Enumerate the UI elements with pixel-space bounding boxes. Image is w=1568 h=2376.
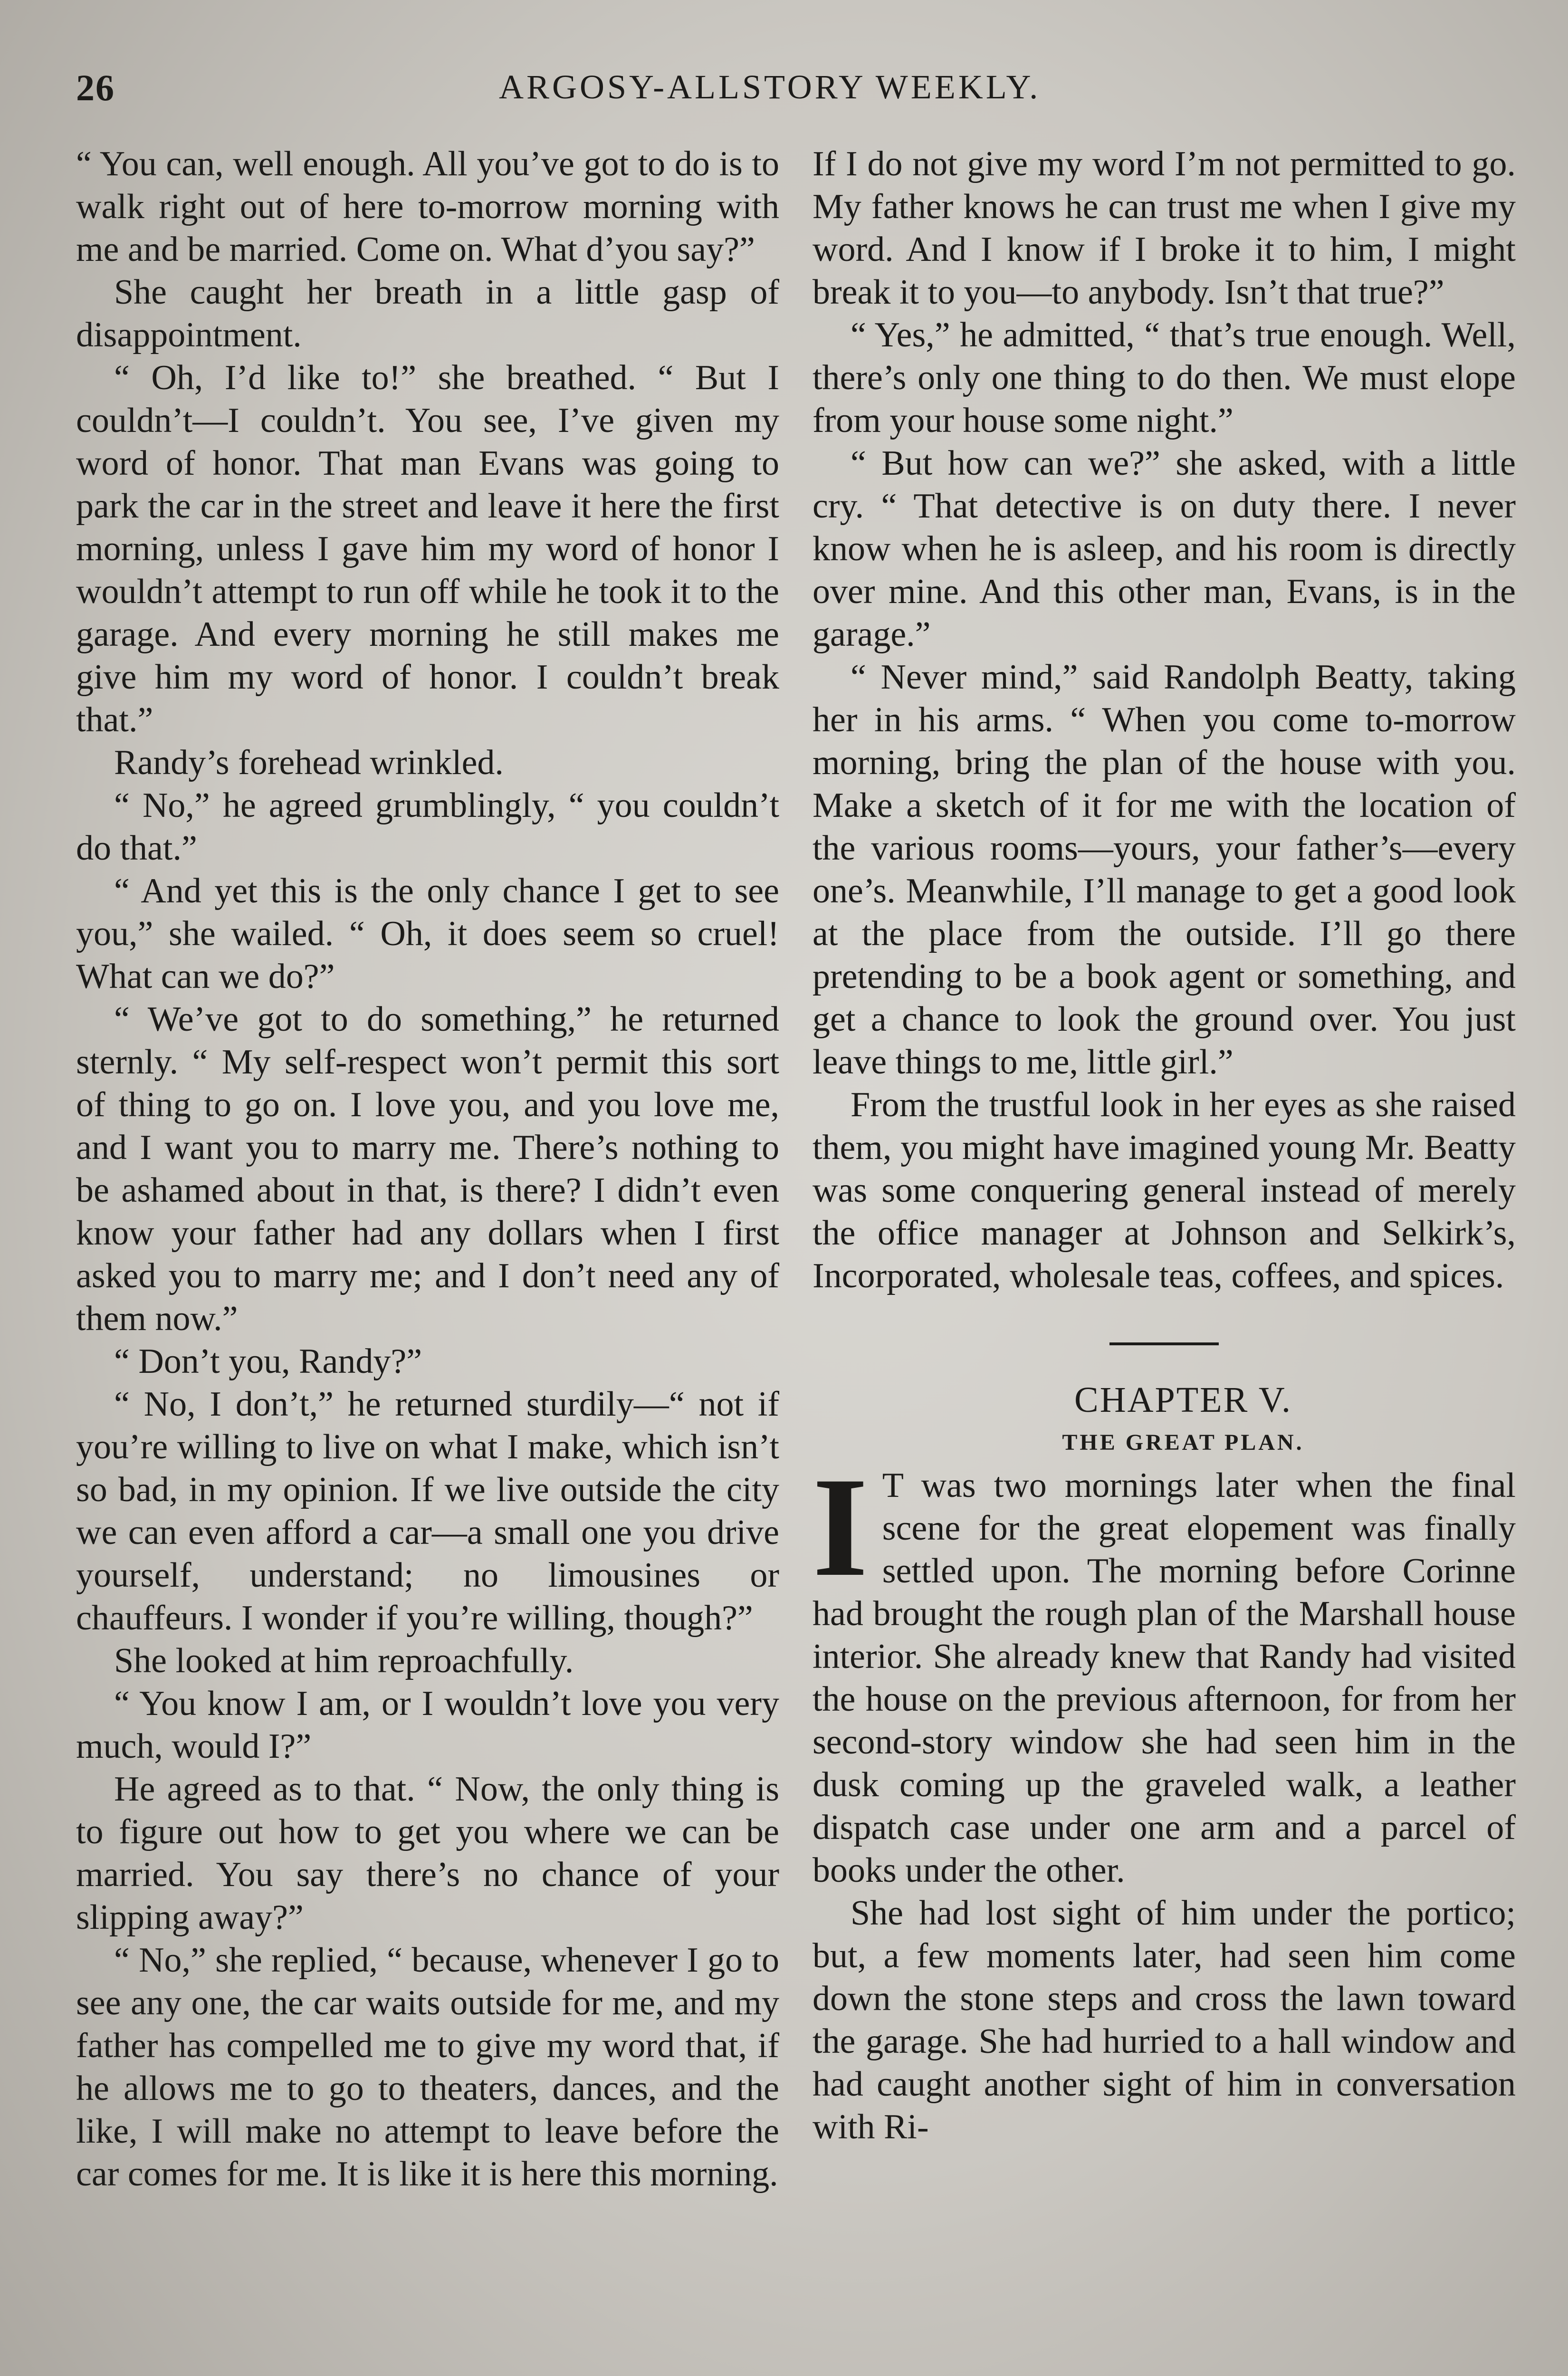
- paragraph: “ No,” she replied, “ because, whenever I go to see any one, the car waits outside for me, and my father has compelled me to give my word that, if he allows me to go to theaters, dances, and the like, I will make no attempt to leave before the car comes for me. It is like it is here this morning.: [76, 1941, 779, 2194]
- paragraph: He agreed as to that. “ Now, the only thing is to figure out how to get you where we can be married. You say there’s no chance of your slipping away?”: [76, 1770, 779, 1937]
- page-number: 26: [76, 67, 115, 108]
- right-column: [813, 143, 1516, 2148]
- paragraph: “ Oh, I’d like to!” she breathed. “ But I couldn’t—I couldn’t. You see, I’ve given my word of honor. That man Evans was going to park the car in the street and leave it here the first morning, unless I gave him my word of honor I wouldn’t attempt to run off while he took it to the garage. And every morning he still makes me give him my word of honor. I couldn’t break that.”: [76, 358, 779, 739]
- paragraph: From the trustful look in her eyes as she raised them, you might have imagined young Mr. Beatty was some conquering general instead of merely the office manager at Johnson and Selkirk’s, Incorporated, wholesale teas, coffees, and spices.: [813, 1085, 1516, 1295]
- chapter-subtitle: THE GREAT PLAN.: [1062, 1430, 1304, 1455]
- paragraph: “ You know I am, or I wouldn’t love you very much, would I?”: [76, 1684, 779, 1766]
- paragraph: Randy’s forehead wrinkled.: [114, 743, 504, 782]
- paragraph-text: T was two mornings later when the final scene for the great elopement was finally settled upon. The morning before Corinne had brought the rough plan of the Marshall house interior. She already knew that Randy had visited the house on the previous afternoon, for from her second-story window she had seen him in the dusk coming up the graveled walk, a leather dispatch case under one arm and a parcel of books under the other.: [813, 1466, 1516, 1890]
- paragraph: She looked at him reproachfully.: [114, 1641, 574, 1680]
- paragraph: “ You can, well enough. All you’ve got to do is to walk right out of here to-morrow morning with me and be married. Come on. What d’you say?”: [76, 144, 779, 269]
- drop-cap: I: [813, 1448, 868, 1606]
- paragraph: She had lost sight of him under the portico; but, a few moments later, had seen him come down the stone steps and cross the lawn toward the garage. She had hurried to a hall window and had caught another sight of him in conversation with Ri-: [813, 1894, 1516, 2146]
- left-column: [76, 143, 779, 2195]
- section-divider: [1109, 1342, 1219, 1345]
- paragraph: “ Don’t you, Randy?”: [114, 1342, 422, 1381]
- paragraph: “ We’ve got to do something,” he returned sternly. “ My self-respect won’t permit this sort of thing to go on. I love you, and you love me, and I want you to marry me. There’s nothing to be ashamed about in that, is there? I didn’t even know your father had any dollars when I first asked you to marry me; and I don’t need any of them now.”: [76, 1000, 779, 1338]
- paragraph: “ No, I don’t,” he returned sturdily—“ not if you’re willing to live on what I make, which isn’t so bad, in my opinion. If we live outside the city we can even afford a car—a small one you drive yourself, understand; no limousines or chauffeurs. I wonder if you’re willing, though?”: [76, 1385, 779, 1638]
- paragraph: “ And yet this is the only chance I get to see you,” she wailed. “ Oh, it does seem so cruel! What can we do?”: [76, 872, 779, 996]
- paragraph: “ Never mind,” said Randolph Beatty, taking her in his arms. “ When you come to-morrow morning, bring the plan of the house with you. Make a sketch of it for me with the location of the various rooms—yours, your father’s—every one’s. Meanwhile, I’ll manage to get a good look at the place from the outside. I’ll go there pretending to be a book agent or something, and get a chance to look the ground over. You just leave things to me, little girl.”: [813, 658, 1516, 1082]
- page-header: [71, 67, 1497, 119]
- paragraph: “ No,” he agreed grumblingly, “ you couldn’t do that.”: [76, 786, 779, 868]
- chapter-title: CHAPTER V.: [1074, 1380, 1292, 1420]
- paragraph: “ But how can we?” she asked, with a little cry. “ That detective is on duty there. I never know when he is asleep, and his room is directly over mine. And this other man, Evans, is in the garage.”: [813, 444, 1516, 654]
- paragraph: If I do not give my word I’m not permitted to go. My father knows he can trust me when I give my word. And I know if I broke it to him, I might break it to you—to anybody. Isn’t that true?”: [813, 144, 1516, 312]
- running-head: ARGOSY-ALLSTORY WEEKLY.: [499, 68, 1041, 106]
- chapter-first-paragraph: [813, 1448, 1516, 1892]
- paragraph: “ Yes,” he admitted, “ that’s true enough. Well, there’s only one thing to do then. We must elope from your house some night.”: [813, 316, 1516, 440]
- paragraph: She caught her breath in a little gasp of disappointment.: [76, 273, 779, 354]
